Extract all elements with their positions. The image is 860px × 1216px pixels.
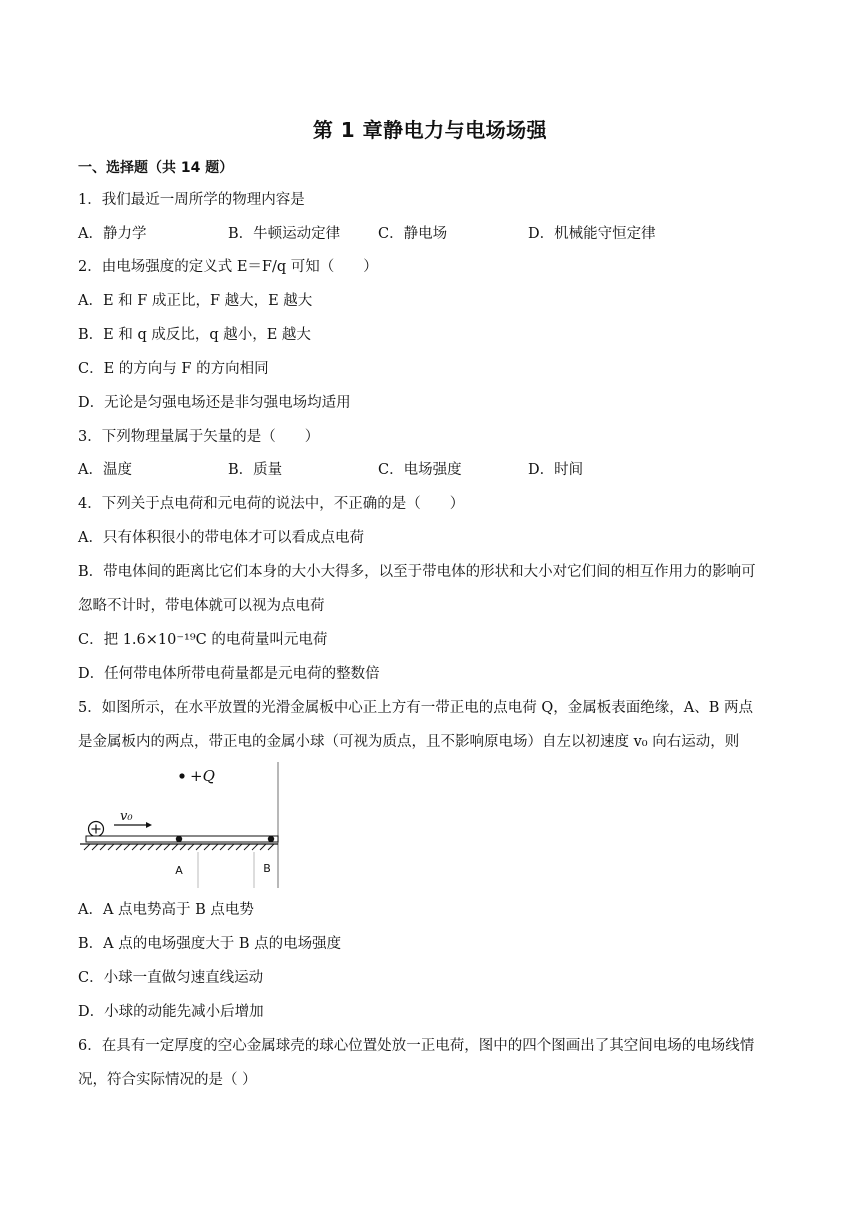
question-3-option-d: D．时间 [528,462,584,478]
question-3-option-c: C．电场强度 [378,462,462,478]
question-2-option-d: D．无论是匀强电场还是非匀强电场均适用 [78,395,351,411]
question-4-option-b-cont: 忽略不计时，带电体就可以视为点电荷 [78,598,325,614]
question-5-option-d: D．小球的动能先减小后增加 [78,1004,264,1020]
question-2-option-a: A．E 和 F 成正比，F 越大，E 越大 [78,293,313,309]
question-4-option-d: D．任何带电体所带电荷量都是元电荷的整数倍 [78,666,380,682]
question-3-stem: 3．下列物理量属于矢量的是（ ） [78,429,320,445]
question-1-stem: 1．我们最近一周所学的物理内容是 [78,192,305,208]
question-1-option-b: B．牛顿运动定律 [228,226,341,242]
point-a-label: A [175,864,183,877]
question-2-option-b: B．E 和 q 成反比，q 越小，E 越大 [78,327,311,343]
question-2-option-c: C．E 的方向与 F 的方向相同 [78,361,269,377]
question-5-stem-line1: 5．如图所示，在水平放置的光滑金属板中心正上方有一带正电的点电荷 Q，金属板表面绝缘，A、B 两点 [78,700,753,716]
question-4-stem: 4．下列关于点电荷和元电荷的说法中，不正确的是（ ） [78,496,465,512]
question-1-option-d: D．机械能守恒定律 [528,226,656,242]
question-4-option-b: B．带电体间的距离比它们本身的大小大得多，以至于带电体的形状和大小对它们间的相互作用力的影响可 [78,564,756,580]
question-5-stem-line2: 是金属板内的两点，带正电的金属小球（可视为质点，且不影响原电场）自左以初速度 v₀ 向右运动，则 [78,734,740,750]
section-heading: 一、选择题（共 14 题） [78,160,234,176]
point-b-dot [268,836,274,842]
page-title: 第 1 章静电力与电场场强 [312,118,548,142]
question-6-stem-line1: 6．在具有一定厚度的空心金属球壳的球心位置处放一正电荷，图中的四个图画出了其空间电场的电场线情 [78,1038,755,1054]
question-3-option-a: A．温度 [78,462,132,478]
question-4-option-a: A．只有体积很小的带电体才可以看成点电荷 [78,530,364,546]
question-5-figure [78,762,288,888]
question-2-stem: 2．由电场强度的定义式 E＝F/q 可知（ ） [78,259,378,275]
question-1-option-c: C．静电场 [378,226,448,242]
question-5-option-c: C．小球一直做匀速直线运动 [78,970,264,986]
question-5-option-b: B．A 点的电场强度大于 B 点的电场强度 [78,936,342,952]
charge-label: +Q [190,767,215,785]
question-5-option-a: A．A 点电势高于 B 点电势 [78,902,254,918]
velocity-label: v₀ [120,809,133,824]
question-3-option-b: B．质量 [228,462,283,478]
question-4-option-c: C．把 1.6×10⁻¹⁹C 的电荷量叫元电荷 [78,632,328,648]
ground-hatching [84,844,274,850]
question-1-option-a: A．静力学 [78,226,147,242]
point-charge-dot [179,773,184,778]
point-a-dot [176,836,182,842]
point-b-label: B [263,862,271,875]
question-6-stem-line2: 况，符合实际情况的是（ ） [78,1072,257,1088]
